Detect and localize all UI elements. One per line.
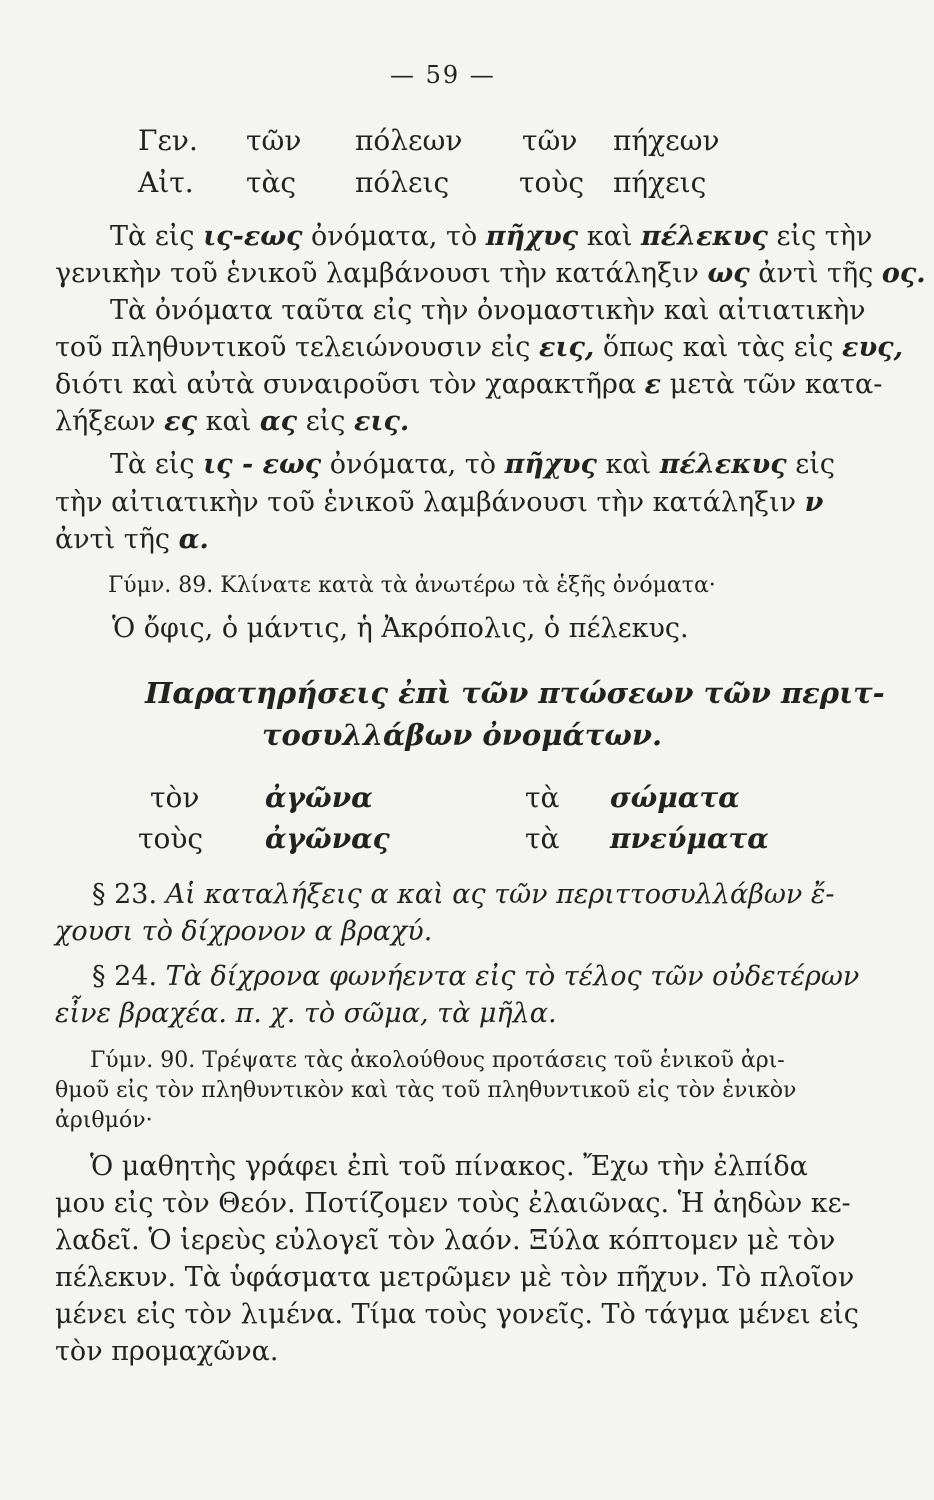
sentences-line1: Ὁ μαθητὴς γράφει ἐπὶ τοῦ πίνακος. Ἔχω τὴν ἐλπίδα: [90, 1151, 808, 1182]
ending: εις.: [353, 406, 410, 437]
text: εἰς: [297, 406, 354, 437]
section-heading-line1: Παρατηρήσεις ἐπὶ τῶν πτώσεων τῶν περιτ-: [145, 676, 885, 710]
text: μετὰ τῶν κατα-: [661, 369, 883, 400]
section-24-line2: εἶνε βραχέα. π. χ. τὸ σῶμα, τὰ μῆλα.: [55, 998, 557, 1029]
ending: ες: [164, 406, 198, 437]
word: πῆχυς: [504, 449, 597, 480]
acc-word-1: πόλεις: [355, 166, 450, 199]
ending: ις - εως: [203, 449, 322, 480]
gen-word-1: πόλεων: [355, 124, 463, 157]
exercise-90-line1: Γύμν. 90. Τρέψατε τὰς ἀκολούθους προτάσεις τοῦ ἑνικοῦ ἀρι-: [90, 1048, 785, 1073]
ending: ος.: [881, 258, 926, 289]
ending: ας: [259, 406, 298, 437]
section-23-line2: χουσι τὸ δίχρονον α βραχύ.: [55, 916, 433, 947]
text: Τὰ εἰς: [110, 221, 204, 252]
rule1-line1: [110, 220, 872, 254]
ending: ευς,: [842, 332, 904, 363]
sentences-line6: τὸν προμαχῶνα.: [55, 1336, 279, 1367]
text: ἀντὶ τῆς: [55, 524, 179, 555]
ending: ως: [707, 258, 750, 289]
example-article: τὰ: [525, 781, 560, 814]
sentences-line2: μου εἰς τὸν Θεόν. Ποτίζομεν τοὺς ἐλαιῶνας. Ἡ ἀηδὼν κε-: [55, 1188, 851, 1219]
word: πῆχυς: [485, 221, 579, 252]
text: λήξεων: [55, 406, 165, 437]
gen-article-2: τῶν: [522, 124, 578, 157]
text: Τὰ δίχρονα φωνήεντα εἰς τὸ τέλος τῶν οὐδετέρων: [157, 961, 860, 992]
example-word: σώματα: [610, 781, 740, 814]
text: διότι καὶ αὐτὰ συναιροῦσι τὸν χαρακτῆρα: [55, 369, 645, 400]
word: πέλεκυς: [659, 449, 787, 480]
example-word: ἀγῶνα: [265, 781, 373, 814]
text: τὴν αἰτιατικὴν τοῦ ἑνικοῦ λαμβάνουσι τὴν κατάληξιν: [55, 487, 805, 518]
exercise-90-line2: θμοῦ εἰς τὸν πληθυντικὸν καὶ τὰς τοῦ πληθυντικοῦ εἰς τὸν ἑνικὸν: [55, 1078, 797, 1103]
text: τοῦ πληθυντικοῦ τελειώνουσιν εἰς: [55, 332, 539, 363]
rule3-line2: [55, 486, 823, 520]
ending: α.: [178, 524, 209, 555]
text: καὶ: [578, 221, 641, 252]
gen-label: Γεν.: [138, 124, 198, 157]
text: ὅπως καὶ τὰς εἰς: [594, 332, 843, 363]
section-24-line1: [92, 960, 859, 994]
rule2-line2: [55, 331, 903, 365]
sentences-line4: πέλεκυν. Τὰ ὑφάσματα μετρῶμεν μὲ τὸν πῆχυν. Τὸ πλοῖον: [55, 1262, 855, 1293]
rule2-line3: [55, 368, 882, 402]
ending: ις-εως: [203, 221, 303, 252]
text: εἰς τὴν: [767, 221, 873, 252]
text: ὀνόματα, τὸ: [302, 221, 486, 252]
acc-word-2: πήχεις: [613, 166, 707, 199]
rule2-line4: [55, 405, 409, 439]
rule1-line2: [55, 257, 926, 291]
text: Τὰ εἰς: [110, 449, 204, 480]
sentences-line5: μένει εἰς τὸν λιμένα. Τίμα τοὺς γονεῖς. Τὸ τάγμα μένει εἰς: [55, 1299, 859, 1330]
section-23-line1: [92, 878, 835, 912]
rule2-line1: Τὰ ὀνόματα ταῦτα εἰς τὴν ὀνομαστικὴν καὶ αἰτιατικὴν: [110, 295, 866, 326]
section-number: § 24.: [92, 961, 158, 992]
ending: εις,: [538, 332, 595, 363]
section-number: § 23.: [92, 879, 158, 910]
gen-article-1: τῶν: [246, 124, 302, 157]
text: ὀνόματα, τὸ: [321, 449, 505, 480]
word: πέλεκυς: [640, 221, 768, 252]
section-heading-line2: τοσυλλάβων ὀνομάτων.: [262, 718, 663, 752]
rule3-line3: [55, 523, 209, 557]
acc-article-1: τὰς: [246, 166, 297, 199]
gen-word-2: πήχεων: [613, 124, 720, 157]
text: καὶ: [596, 449, 660, 480]
acc-label: Αἰτ.: [138, 166, 194, 199]
example-word: πνεύματα: [610, 822, 769, 855]
text: γενικὴν τοῦ ἑνικοῦ λαμβάνουσι τὴν κατάληξιν: [55, 258, 708, 289]
text: Αἱ καταλήξεις α καὶ ας τῶν περιττοσυλλάβων ἔ-: [157, 879, 835, 910]
text: καὶ: [197, 406, 260, 437]
ending: ε: [644, 369, 662, 400]
page-number: — 59 —: [390, 61, 496, 89]
exercise-90-line3: ἀριθμόν·: [55, 1108, 153, 1133]
ending: ν: [804, 487, 824, 518]
rule3-line1: [110, 448, 835, 482]
sentences-line3: λαδεῖ. Ὁ ἱερεὺς εὐλογεῖ τὸν λαόν. Ξύλα κόπτομεν μὲ τὸν: [55, 1225, 836, 1256]
exercise-89-words: Ὁ ὄφις, ὁ μάντις, ἡ Ἀκρόπολις, ὁ πέλεκυς.: [112, 613, 689, 644]
text: ἀντὶ τῆς: [749, 258, 882, 289]
example-article: τὰ: [525, 822, 560, 855]
example-word: ἀγῶνας: [265, 822, 390, 855]
example-article: τοὺς: [138, 822, 204, 855]
example-article: τὸν: [150, 781, 200, 814]
exercise-89-instruction: Γύμν. 89. Κλίνατε κατὰ τὰ ἀνωτέρω τὰ ἑξῆς ὀνόματα·: [108, 573, 716, 598]
text: εἰς: [786, 449, 835, 480]
acc-article-2: τοὺς: [519, 166, 585, 199]
